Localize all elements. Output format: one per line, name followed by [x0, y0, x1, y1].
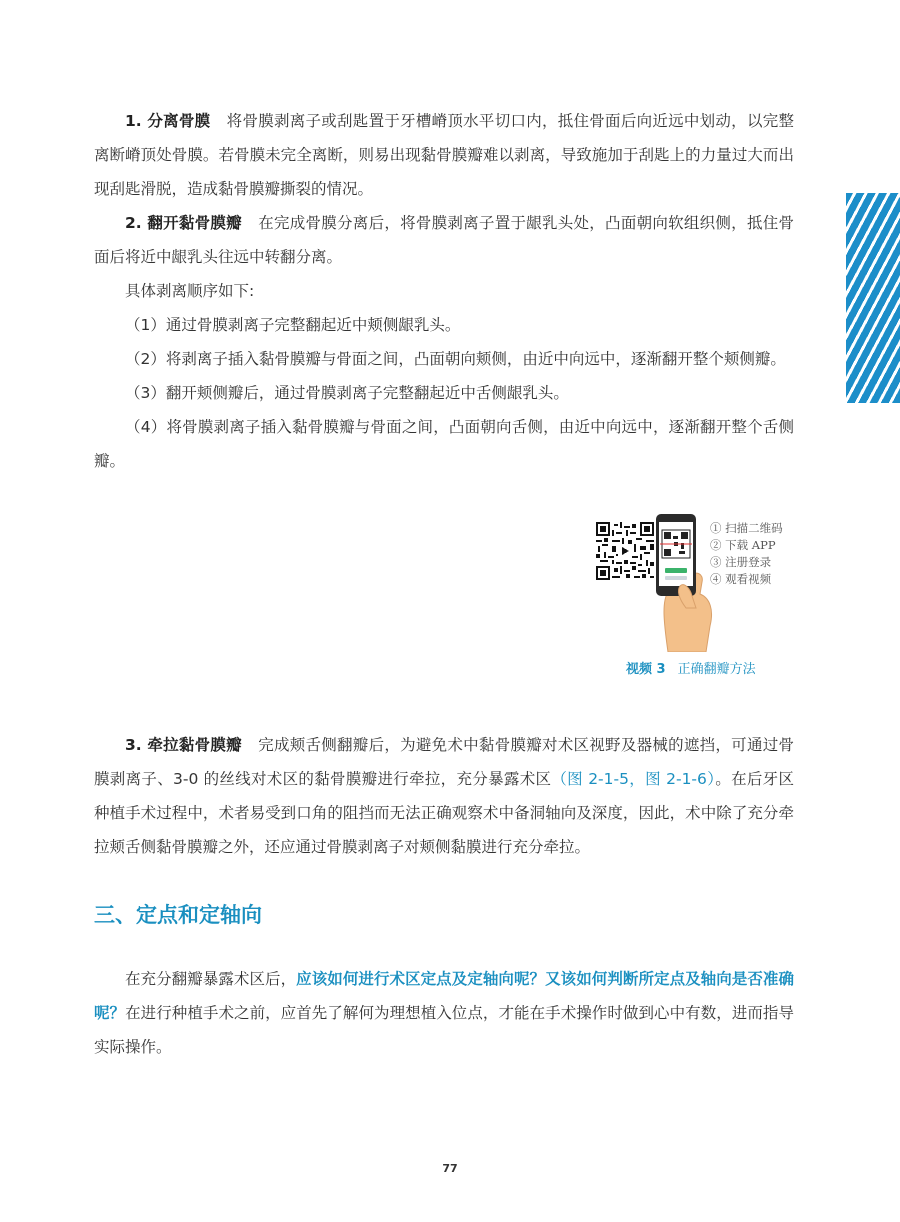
- paragraph-lead: 2. 翻开黏骨膜瓣: [125, 214, 242, 232]
- sequence-intro: 具体剥离顺序如下:: [125, 282, 255, 300]
- paragraph-retract-flap: [94, 728, 794, 864]
- video-qr-panel: [596, 512, 806, 662]
- video-caption-title: 正确翻瓣方法: [677, 662, 756, 677]
- paragraph-positioning-intro: [94, 962, 794, 1064]
- paragraph-text: 完成颊舌侧翻瓣后，为避免术中黏骨膜瓣对术区视野及器械的遮挡，可通过骨膜剥离子、3-0 的丝线对术区的黏骨膜瓣进行牵拉，充分暴露术区: [94, 736, 794, 788]
- list-item: （4）将骨膜剥离子插入黏骨膜瓣与骨面之间，凸面朝向舌侧，由近中向远中，逐渐翻开整个舌侧瓣。: [94, 418, 794, 470]
- paragraph-text: 在完成骨膜分离后，将骨膜剥离子置于龈乳头处，凸面朝向软组织侧，抵住骨面后将近中龈乳头往远中转翻分离。: [94, 214, 794, 266]
- paragraph-text: 。在后牙区种植手术过程中，术者易受到口角的阻挡而无法正确观察术中备洞轴向及深度，因此，术中除了充分牵拉颊舌侧黏骨膜瓣之外，还应通过骨膜剥离子对颊侧黏膜进行充分牵拉。: [94, 770, 794, 856]
- qr-code-icon[interactable]: [596, 522, 654, 580]
- figure-reference-link[interactable]: （图 2-1-5，图 2-1-6）: [551, 770, 716, 788]
- video-caption-label: 视频 3: [626, 662, 666, 677]
- section-heading: 三、定点和定轴向: [94, 903, 262, 927]
- page-number: 77: [442, 1162, 458, 1175]
- qr-step: ③ 注册登录: [710, 555, 772, 569]
- paragraph-text: 将骨膜剥离子或刮匙置于牙槽嵴顶水平切口内，抵住骨面后向近远中划动，以完整离断嵴顶处骨膜。若骨膜未完全离断，则易出现黏骨膜瓣难以剥离，导致施加于刮匙上的力量过大而出现刮匙滑脱，造成黏骨膜瓣撕裂的情况。: [94, 112, 794, 198]
- paragraph-lead: 1. 分离骨膜: [125, 112, 211, 130]
- side-tab-decoration: [846, 193, 900, 403]
- phone-scan-icon: [650, 512, 714, 652]
- paragraph-lead: 3. 牵拉黏骨膜瓣: [125, 736, 242, 754]
- qr-step: ④ 观看视频: [710, 572, 772, 586]
- qr-step: ① 扫描二维码: [710, 521, 783, 535]
- paragraph-separate-periosteum: [94, 104, 794, 206]
- paragraph-text: 在充分翻瓣暴露术区后，: [125, 970, 297, 988]
- paragraph-text: 在进行种植手术之前，应首先了解何为理想植入位点，才能在手术操作时做到心中有数，进而指导实际操作。: [94, 1004, 794, 1056]
- list-item: （3）翻开颊侧瓣后，通过骨膜剥离子完整翻起近中舌侧龈乳头。: [125, 384, 569, 402]
- qr-step: ② 下载 APP: [710, 538, 776, 552]
- paragraph-flip-flap: [94, 206, 794, 274]
- video-caption: [626, 658, 756, 677]
- list-item: （2）将剥离子插入黏骨膜瓣与骨面之间，凸面朝向颊侧，由近中向远中，逐渐翻开整个颊侧瓣。: [125, 350, 786, 368]
- highlighted-question: 应该如何进行术区定点及定轴向呢？又该如何判断所定点及轴向是否准确呢？: [94, 970, 794, 1022]
- list-item: （1）通过骨膜剥离子完整翻起近中颊侧龈乳头。: [125, 316, 461, 334]
- qr-instructions: [710, 520, 783, 588]
